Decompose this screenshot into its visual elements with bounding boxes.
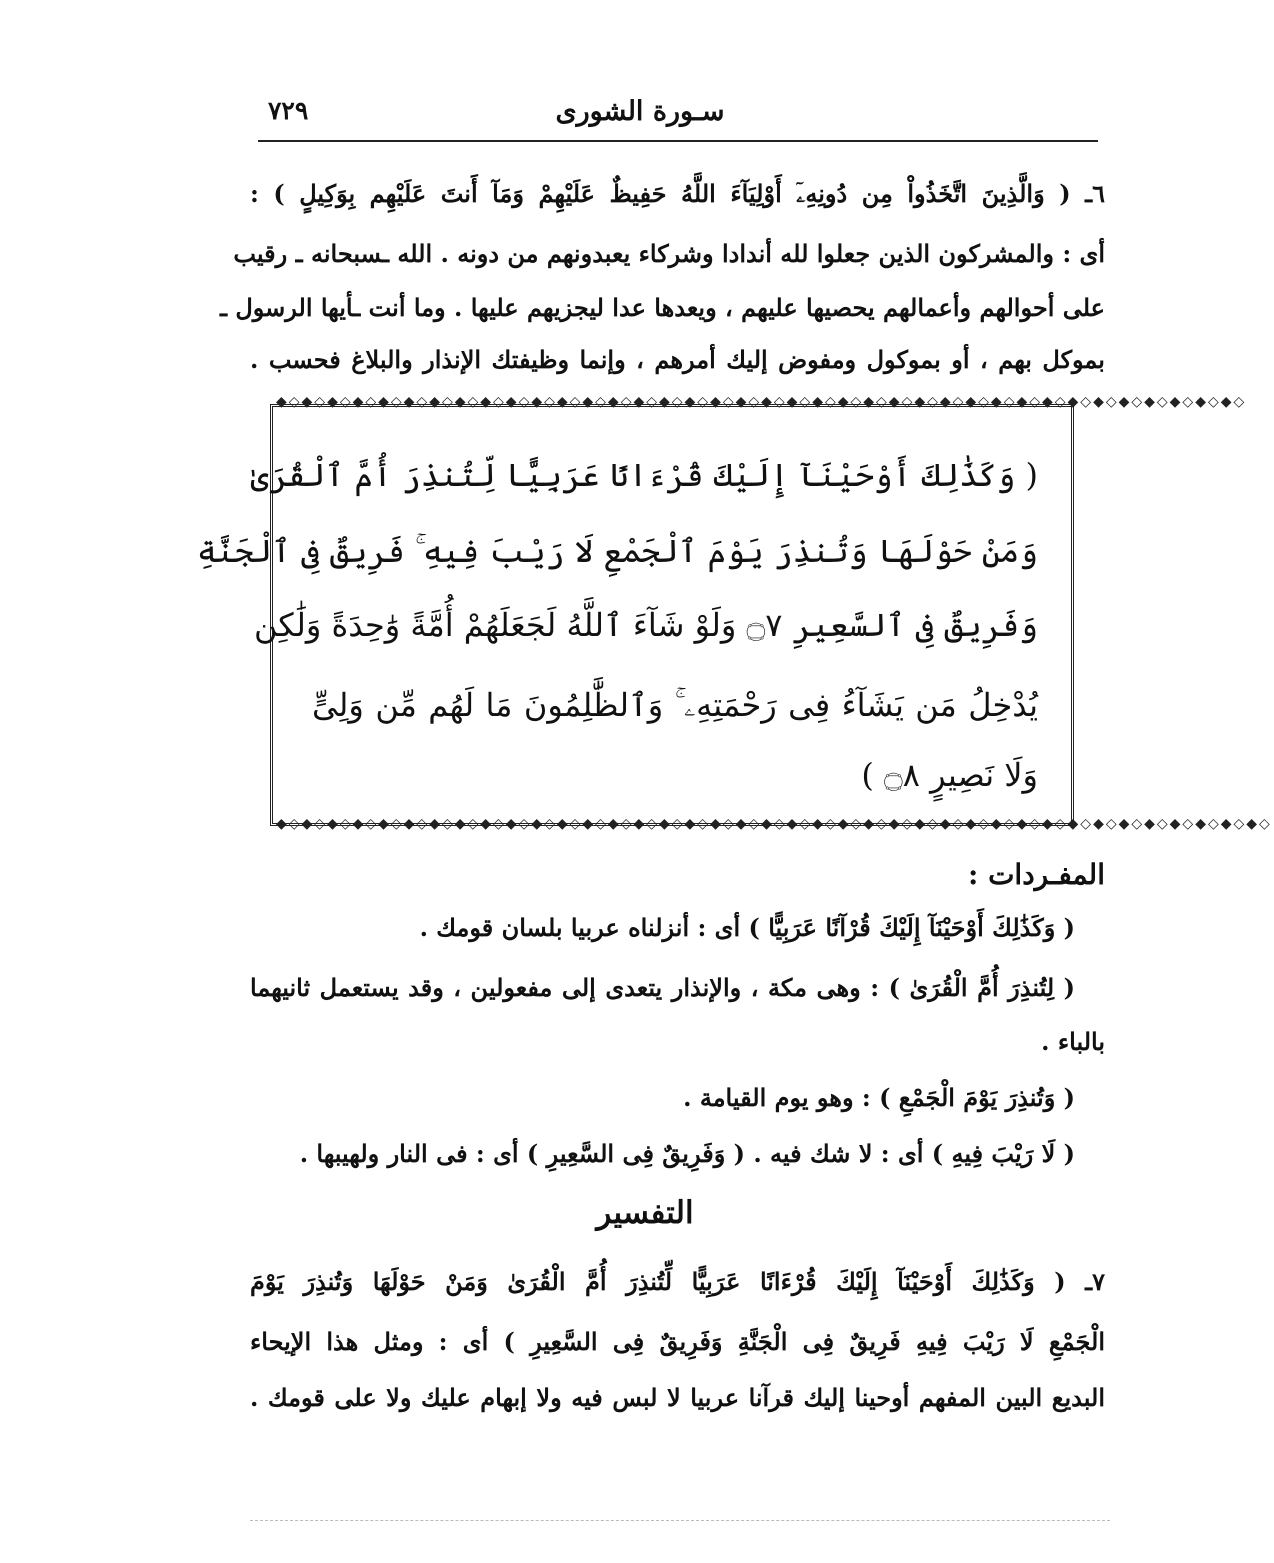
para6-line-3: على أحوالهم وأعمالهم يحصيها عليهم ، ويعدها عدا ليجزيهم عليها . وما أنت ـأيها الرسول ـ: [219, 293, 1105, 322]
para6-line-4: بموكل بهم ، أو بموكول ومفوض إليك أمرهم ، وإنما وظيفتك الإنذار والبلاغ فحسب .: [250, 345, 1105, 374]
verse-line-4: يُدْخِلُ مَن يَشَآءُ فِى رَحْمَتِهِۦ ۚ وَٱلظَّٰلِمُونَ مَا لَهُم مِّن وَلِىٍّ: [312, 686, 1038, 724]
vocab-line-4: ( وَتُنذِرَ يَوْمَ الْجَمْعِ ) : وهو يوم القيامة .: [683, 1083, 1075, 1112]
ornament-bottom: ◆◇◆◇◆◇◆◇◆◇◆◇◆◇◆◇◆◇◆◇◆◇◆◇◆◇◆◇◆◇◆◇◆◇◆◇◆◇◆◇◆◇◆◇◆◇◆◇◆◇◆◇◆◇◆◇◆◇◆◇◆◇◆◇◆◇◆◇◆◇◆◇◆◇◆◇◆◇: [276, 816, 1272, 832]
vocab-line-2: ( لِتُنذِرَ أُمَّ الْقُرَىٰ ) : وهى مكة ، والإنذار يتعدى إلى مفعولين ، وقد يستعمل ثانيهما: [250, 973, 1075, 1002]
tafsir-line-1: ٧ـ ( وَكَذَٰلِكَ أَوْحَيْنَآ إِلَيْكَ قُرْءَانًا عَرَبِيًّا لِّتُنذِرَ أُمَّ الْقُرَىٰ وَمَنْ حَوْلَهَا وَتُنذِرَ يَوْمَ: [250, 1267, 1105, 1296]
vocab-line-5: ( لَا رَيْبَ فِيهِ ) أى : لا شك فيه . ( وَفَرِيقٌ فِى السَّعِيرِ ) أى : فى النار ولهيبها .: [299, 1139, 1075, 1168]
para6-line-1: ٦ـ ( وَالَّذِينَ اتَّخَذُواْ مِن دُونِهِۦٓ أَوْلِيَآءَ اللَّهُ حَفِيظٌ عَلَيْهِمْ وَمَآ أَنتَ عَلَيْهِم بِوَكِيلٍ ) :: [250, 179, 1105, 208]
vocabulary-heading: المفـردات :: [967, 858, 1105, 891]
ornament-top: ◆◇◆◇◆◇◆◇◆◇◆◇◆◇◆◇◆◇◆◇◆◇◆◇◆◇◆◇◆◇◆◇◆◇◆◇◆◇◆◇◆◇◆◇◆◇◆◇◆◇◆◇◆◇◆◇◆◇◆◇◆◇◆◇◆◇◆◇◆◇◆◇◆◇◆◇: [276, 394, 1247, 410]
tafsir-heading: التفسير: [596, 1195, 694, 1231]
vocab-line-3: بالباء .: [1041, 1027, 1105, 1056]
verse-line-2: وَمَنْ حَوْلَهَا وَتُنذِرَ يَوْمَ ٱلْجَمْعِ لَا رَيْبَ فِيهِ ۚ فَرِيقٌ فِى ٱلْجَنَّةِ: [197, 532, 1038, 570]
bottom-divider: [250, 1520, 1110, 1522]
header-divider: [258, 140, 1098, 142]
tafsir-line-3: البديع البين المفهم أوحينا إليك قرآنا عربيا لا لبس فيه ولا إبهام عليك ولا على قومك .: [250, 1383, 1105, 1412]
verse-line-1: ( وَكَذَٰلِكَ أَوْحَيْنَآ إِلَيْكَ قُرْءَانًا عَرَبِيًّا لِّتُنذِرَ أُمَّ ٱلْقُرَىٰ: [250, 456, 1038, 494]
quran-verse-frame: [197, 394, 1272, 832]
vocab-line-1: ( وَكَذَٰلِكَ أَوْحَيْنَآ إِلَيْكَ قُرْآنًا عَرَبِيًّا ) أى : أنزلناه عربيا بلسان قومك .: [419, 913, 1075, 942]
verse-line-3: وَفَرِيقٌ فِى ٱلسَّعِيرِ ۝٧ وَلَوْ شَآءَ ٱللَّهُ لَجَعَلَهُمْ أُمَّةً وَٰحِدَةً وَلَٰكِن: [254, 606, 1038, 644]
page-number: ٧٢٩: [268, 96, 309, 125]
surah-title: سـورة الشورى: [555, 96, 725, 127]
tafsir-line-2: الْجَمْعِ لَا رَيْبَ فِيهِ فَرِيقٌ فِى الْجَنَّةِ وَفَرِيقٌ فِى السَّعِيرِ ) أى : ومثل هذا الإيحاء: [250, 1327, 1105, 1356]
verse-line-5: وَلَا نَصِيرٍ ۝٨ ): [861, 756, 1038, 794]
para6-line-2: أى : والمشركون الذين جعلوا لله أندادا وشركاء يعبدونهم من دونه . الله ـسبحانه ـ رقيب: [233, 239, 1105, 268]
